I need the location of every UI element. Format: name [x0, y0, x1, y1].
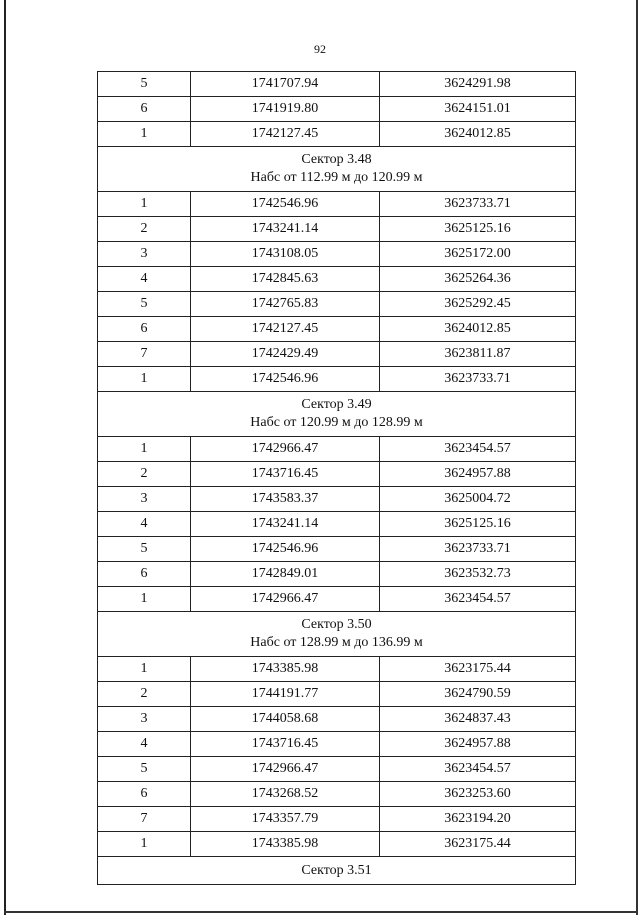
table-row: [98, 267, 576, 292]
x-coordinate-cell: 1742546.96: [191, 192, 380, 217]
x-coordinate-cell: 1743583.37: [191, 487, 380, 512]
y-coordinate-cell: 3623733.71: [380, 537, 576, 562]
x-coordinate-cell: 1743108.05: [191, 242, 380, 267]
point-number-cell: 1: [98, 122, 191, 147]
sector-header: [98, 612, 576, 657]
sector-header-row: [98, 612, 576, 657]
table-row: [98, 757, 576, 782]
table-row: [98, 192, 576, 217]
sector-header: [98, 147, 576, 192]
table-row: [98, 487, 576, 512]
point-number-cell: 1: [98, 832, 191, 857]
y-coordinate-cell: 3623253.60: [380, 782, 576, 807]
x-coordinate-cell: 1742546.96: [191, 537, 380, 562]
x-coordinate-cell: 1743716.45: [191, 732, 380, 757]
page-edge-left: [4, 0, 6, 915]
sector-header-row: [98, 857, 576, 885]
point-number-cell: 1: [98, 367, 191, 392]
point-number-cell: 6: [98, 562, 191, 587]
sector-height-range: Набс от 112.99 м до 120.99 м: [250, 170, 423, 185]
point-number-cell: 3: [98, 487, 191, 512]
point-number-cell: 3: [98, 242, 191, 267]
y-coordinate-cell: 3624012.85: [380, 317, 576, 342]
y-coordinate-cell: 3625264.36: [380, 267, 576, 292]
point-number-cell: 4: [98, 732, 191, 757]
point-number-cell: 6: [98, 782, 191, 807]
page-number: 92: [314, 42, 326, 56]
table-row: [98, 342, 576, 367]
point-number-cell: 4: [98, 512, 191, 537]
point-number-cell: 6: [98, 317, 191, 342]
x-coordinate-cell: 1743241.14: [191, 512, 380, 537]
y-coordinate-cell: 3623811.87: [380, 342, 576, 367]
y-coordinate-cell: 3623454.57: [380, 587, 576, 612]
table-row: [98, 682, 576, 707]
table-row: [98, 122, 576, 147]
table-row: [98, 537, 576, 562]
y-coordinate-cell: 3625125.16: [380, 217, 576, 242]
point-number-cell: 5: [98, 72, 191, 97]
x-coordinate-cell: 1743385.98: [191, 832, 380, 857]
x-coordinate-cell: 1742429.49: [191, 342, 380, 367]
y-coordinate-cell: 3625125.16: [380, 512, 576, 537]
sector-title: Сектор 3.49: [301, 397, 372, 412]
table-row: [98, 732, 576, 757]
point-number-cell: 3: [98, 707, 191, 732]
y-coordinate-cell: 3625004.72: [380, 487, 576, 512]
point-number-cell: 1: [98, 657, 191, 682]
point-number-cell: 5: [98, 537, 191, 562]
y-coordinate-cell: 3624957.88: [380, 732, 576, 757]
x-coordinate-cell: 1741919.80: [191, 97, 380, 122]
point-number-cell: 5: [98, 292, 191, 317]
sector-title: Сектор 3.50: [301, 617, 372, 632]
x-coordinate-cell: 1742966.47: [191, 437, 380, 462]
y-coordinate-cell: 3623175.44: [380, 832, 576, 857]
x-coordinate-cell: 1743241.14: [191, 217, 380, 242]
y-coordinate-cell: 3624790.59: [380, 682, 576, 707]
x-coordinate-cell: 1742849.01: [191, 562, 380, 587]
point-number-cell: 2: [98, 682, 191, 707]
table-row: [98, 317, 576, 342]
table-row: [98, 832, 576, 857]
point-number-cell: 2: [98, 217, 191, 242]
y-coordinate-cell: 3623175.44: [380, 657, 576, 682]
table-row: [98, 587, 576, 612]
sector-height-range: Набс от 128.99 м до 136.99 м: [250, 635, 423, 650]
y-coordinate-cell: 3625292.45: [380, 292, 576, 317]
sector-height-range: Набс от 120.99 м до 128.99 м: [250, 415, 423, 430]
point-number-cell: 1: [98, 192, 191, 217]
table-row: [98, 462, 576, 487]
x-coordinate-cell: 1742845.63: [191, 267, 380, 292]
page-edge-bottom: [4, 911, 638, 913]
x-coordinate-cell: 1742966.47: [191, 587, 380, 612]
point-number-cell: 7: [98, 342, 191, 367]
x-coordinate-cell: 1743385.98: [191, 657, 380, 682]
y-coordinate-cell: 3624837.43: [380, 707, 576, 732]
x-coordinate-cell: 1743268.52: [191, 782, 380, 807]
x-coordinate-cell: 1744058.68: [191, 707, 380, 732]
y-coordinate-cell: 3623194.20: [380, 807, 576, 832]
table-row: [98, 367, 576, 392]
sector-header: [98, 857, 576, 885]
table-row: [98, 562, 576, 587]
coordinates-table: [97, 71, 576, 885]
table-row: [98, 707, 576, 732]
x-coordinate-cell: 1743357.79: [191, 807, 380, 832]
table-row: [98, 512, 576, 537]
sector-title: Сектор 3.48: [301, 152, 372, 167]
sector-header: [98, 392, 576, 437]
y-coordinate-cell: 3624151.01: [380, 97, 576, 122]
y-coordinate-cell: 3623532.73: [380, 562, 576, 587]
y-coordinate-cell: 3624291.98: [380, 72, 576, 97]
point-number-cell: 2: [98, 462, 191, 487]
table-row: [98, 292, 576, 317]
y-coordinate-cell: 3623733.71: [380, 367, 576, 392]
x-coordinate-cell: 1744191.77: [191, 682, 380, 707]
table-row: [98, 242, 576, 267]
x-coordinate-cell: 1743716.45: [191, 462, 380, 487]
point-number-cell: 4: [98, 267, 191, 292]
x-coordinate-cell: 1742966.47: [191, 757, 380, 782]
x-coordinate-cell: 1741707.94: [191, 72, 380, 97]
table-row: [98, 782, 576, 807]
x-coordinate-cell: 1742765.83: [191, 292, 380, 317]
table-row: [98, 437, 576, 462]
coordinates-table-body: [98, 72, 576, 885]
y-coordinate-cell: 3624957.88: [380, 462, 576, 487]
point-number-cell: 5: [98, 757, 191, 782]
page-edge-right: [636, 0, 638, 915]
y-coordinate-cell: 3623454.57: [380, 437, 576, 462]
point-number-cell: 1: [98, 587, 191, 612]
table-row: [98, 807, 576, 832]
table-row: [98, 72, 576, 97]
x-coordinate-cell: 1742127.45: [191, 317, 380, 342]
table-row: [98, 97, 576, 122]
point-number-cell: 7: [98, 807, 191, 832]
sector-header-row: [98, 392, 576, 437]
y-coordinate-cell: 3623733.71: [380, 192, 576, 217]
x-coordinate-cell: 1742127.45: [191, 122, 380, 147]
y-coordinate-cell: 3624012.85: [380, 122, 576, 147]
y-coordinate-cell: 3625172.00: [380, 242, 576, 267]
sector-title: Сектор 3.51: [301, 862, 372, 878]
point-number-cell: 6: [98, 97, 191, 122]
table-row: [98, 217, 576, 242]
x-coordinate-cell: 1742546.96: [191, 367, 380, 392]
sector-header-row: [98, 147, 576, 192]
point-number-cell: 1: [98, 437, 191, 462]
y-coordinate-cell: 3623454.57: [380, 757, 576, 782]
table-row: [98, 657, 576, 682]
